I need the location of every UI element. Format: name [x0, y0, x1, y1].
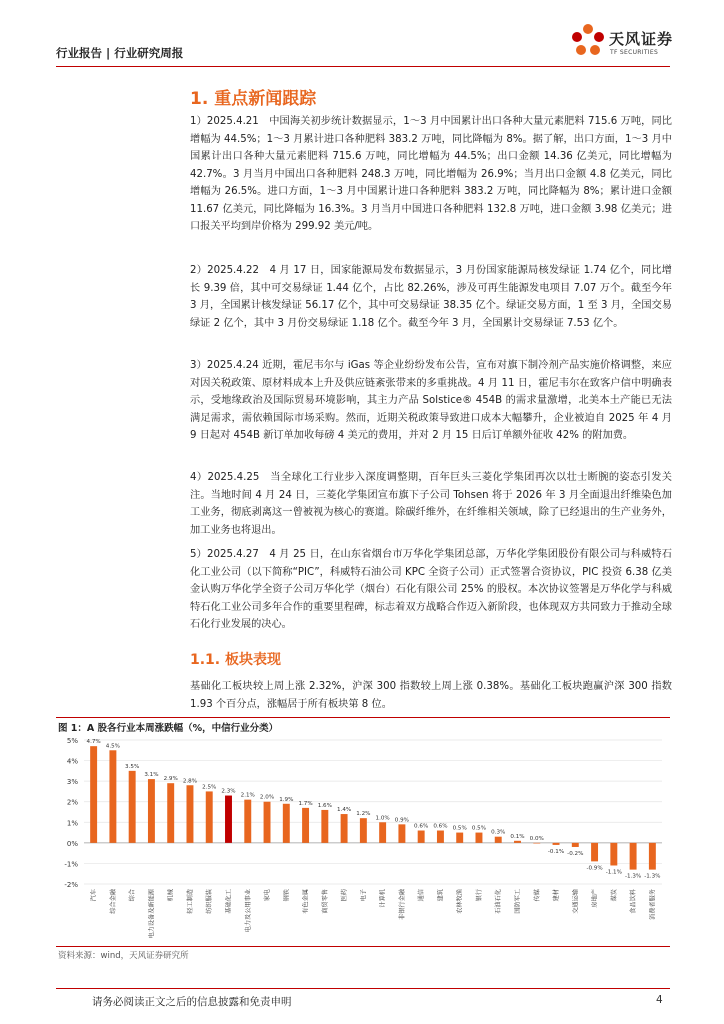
- x-tick-label: 计算机: [379, 889, 387, 908]
- y-tick-label: 5%: [66, 737, 78, 745]
- data-label: 1.2%: [356, 811, 371, 818]
- y-tick-label: 0%: [66, 839, 78, 848]
- bar-煤炭: [610, 843, 617, 866]
- data-label: 0.5%: [471, 825, 487, 832]
- x-tick-label: 石油石化: [495, 889, 503, 914]
- logo-text-cn: 天风证券: [609, 30, 674, 48]
- figure-title: 图 1：A 股各行业本周涨跌幅（%，中信行业分类）: [58, 723, 279, 734]
- bar-传媒: [533, 843, 540, 844]
- news-item: 4）2025.4.25 当全球化工行业步入深度调整期，百年巨头三菱化学集团再次以壮士断腕的姿态引发关注。当地时间 4 月 24 日，三菱化学集团宣布旗下子公司 Tohsen 将于 2026 年 3 月全面退出纤维染色加工业务，彻底剥离这一曾被视为核心的赛道。除碳纤维外，在纤维相关领域，除了已经退出的生产业务外，加工业务也将退出。: [190, 472, 672, 536]
- bar-食品饮料: [630, 843, 637, 870]
- data-label: 2.8%: [182, 778, 198, 785]
- bar-消费者服务: [649, 843, 656, 870]
- data-label: -0.9%: [586, 865, 603, 872]
- data-label: 4.7%: [86, 739, 101, 746]
- x-tick-label: 钢铁: [283, 889, 291, 902]
- data-label: 0.9%: [394, 817, 410, 824]
- footer-disclaimer: 请务必阅读正文之后的信息披露和免责申明: [92, 996, 292, 1008]
- x-tick-label: 国防军工: [514, 889, 522, 914]
- news-item: 1）2025.4.21 中国海关初步统计数据显示，1～3 月中国累计出口各种大量元素肥料 715.6 万吨，同比增幅为 44.5%；1～3 月累计进口各种肥料 383.2 万吨，同比降幅为 8%。据了解，出口方面，1～3 月中国累计出口各种大量元素肥料 715.6 万吨，同比增幅为 44.5%；出口金额 14.36 亿美元，同比增幅为 42.7%。3 月当月中国出口各种肥料 248.3 万吨，同比增幅为 26.9%；当月出口金额 4.8 亿美元，同比增幅为 26.5%。进口方面，1～3 月中国累计进口各种肥料 383.2 万吨，同比降幅为 8%；累计进口金额 11.67 亿美元，同比降幅为 16.3%。3 月当月中国进口各种肥料 132.8 万吨，进口金额 3.98 亿美元；进口报关平均到岸价格为 299.92 美元/吨。: [190, 116, 672, 232]
- x-tick-label: 传媒: [533, 889, 541, 902]
- logo-text-en: TF SECURITIES: [610, 49, 659, 56]
- bar-电力设备及新能源: [148, 779, 155, 843]
- x-tick-label: 农林牧渔: [456, 889, 464, 914]
- data-label: -1.1%: [605, 869, 622, 876]
- section-title: 1. 重点新闻跟踪: [190, 89, 317, 109]
- x-tick-label: 轻工制造: [186, 889, 194, 914]
- bar-电子: [360, 818, 367, 843]
- data-label: 1.4%: [336, 807, 352, 814]
- data-label: 1.7%: [298, 800, 313, 807]
- data-label: 0.3%: [491, 829, 506, 836]
- data-label: 0.1%: [510, 833, 525, 840]
- data-label: 2.9%: [163, 776, 178, 783]
- bar-轻工制造: [186, 785, 193, 843]
- x-tick-label: 机械: [167, 889, 175, 902]
- bar-非银行金融: [398, 824, 405, 843]
- bar-石油石化: [495, 837, 502, 843]
- data-label: 0.6%: [433, 823, 448, 830]
- bar-建筑: [437, 831, 444, 843]
- y-tick-label: 4%: [66, 757, 78, 766]
- bar-计算机: [379, 822, 386, 843]
- data-label: 0.6%: [414, 823, 429, 830]
- bar-综合: [129, 771, 136, 843]
- bar-家电: [264, 802, 271, 843]
- news-item: 2）2025.4.22 4 月 17 日，国家能源局发布数据显示，3 月份国家能源局核发绿证 1.74 亿个，同比增长 9.39 倍，其中可交易绿证 1.44 亿个，占比 82.26%，涉及可再生能源发电项目 7.07 万个。截至今年 3 月，全国累计核发绿证 56.17 亿个，其中可交易绿证 38.35 亿个。绿证交易方面，1 至 3 月，全国交易绿证 2 亿个，其中 3 月份交易绿证 1.18 亿个。截至今年 3 月，全国累计交易绿证 7.53 亿个。: [190, 265, 672, 329]
- x-tick-label: 综合: [129, 889, 137, 902]
- data-label: 2.5%: [202, 784, 217, 791]
- figure-bottom-divider: [56, 946, 670, 947]
- bar-基础化工: [225, 796, 232, 843]
- y-tick-label: -1%: [64, 860, 78, 869]
- page-number: 4: [656, 994, 663, 1006]
- y-tick-label: 2%: [66, 798, 78, 807]
- x-tick-label: 建材: [553, 889, 561, 902]
- bar-有色金属: [302, 808, 309, 843]
- x-tick-label: 商贸零售: [321, 889, 329, 914]
- y-tick-label: 1%: [66, 819, 78, 828]
- x-tick-label: 电力设备及新能源: [148, 889, 156, 939]
- data-label: 2.0%: [259, 794, 275, 801]
- company-logo: [568, 20, 678, 62]
- y-tick-label: 3%: [66, 778, 78, 787]
- x-tick-label: 医药: [341, 889, 349, 902]
- figure-top-divider: [56, 717, 670, 718]
- bar-电力及公用事业: [244, 800, 251, 843]
- bar-建材: [553, 843, 560, 845]
- data-label: 3.5%: [125, 763, 140, 770]
- x-tick-label: 综合金融: [109, 889, 117, 914]
- bar-机械: [167, 783, 174, 843]
- data-label: 2.3%: [221, 788, 236, 795]
- industry-bar-chart: [56, 730, 670, 946]
- x-tick-label: 汽车: [90, 889, 98, 902]
- x-tick-label: 纺织服装: [206, 889, 214, 914]
- bar-通信: [418, 831, 425, 843]
- data-label: 0.5%: [452, 825, 467, 832]
- data-label: 3.1%: [144, 772, 159, 779]
- x-tick-label: 房地产: [591, 889, 599, 908]
- subsection-title: 1.1. 板块表现: [190, 652, 281, 668]
- bar-汽车: [90, 746, 97, 843]
- data-label: -1.3%: [644, 873, 661, 880]
- logo-flower-icon: [568, 20, 608, 60]
- x-tick-label: 电力及公用事业: [244, 889, 252, 933]
- x-tick-label: 基础化工: [225, 889, 233, 914]
- report-category: 行业报告 | 行业研究周报: [56, 46, 184, 60]
- footer-divider: [56, 988, 670, 989]
- data-label: 4.5%: [105, 743, 121, 750]
- data-label: -1.3%: [624, 873, 642, 880]
- bar-医药: [341, 814, 348, 843]
- data-label: 1.0%: [375, 815, 390, 822]
- data-label: 1.6%: [317, 802, 332, 809]
- bar-国防军工: [514, 841, 521, 843]
- bar-房地产: [591, 843, 598, 862]
- bar-综合金融: [109, 750, 116, 843]
- bar-交通运输: [572, 843, 579, 847]
- x-tick-label: 银行: [475, 889, 483, 902]
- x-tick-label: 电子: [360, 889, 368, 902]
- x-tick-label: 交通运输: [572, 889, 580, 914]
- news-item: 3）2025.4.24 近期，霍尼韦尔与 iGas 等企业纷纷发布公告，宣布对旗下制冷剂产品实施价格调整，来应对因关税政策、原材料成本上升及供应链紊张带来的多重挑战。4 月 11 日，霍尼韦尔在致客户信中明确表示，受地缘政治及国际贸易环境影响，其主力产品 Solstice® 454B 的需求量激增，北美本土产能已无法满足需求，需依赖国际市场采购。然而，近期关税政策导致进口成本大幅攀升，企业被迫自 2025 年 4 月 9 日起对 454B 新订单加收每磅 4 美元的费用，并对 2 月 15 日后订单额外征收 42% 的附加费。: [190, 360, 672, 441]
- x-tick-label: 非银行金融: [398, 889, 406, 920]
- bar-钢铁: [283, 804, 290, 843]
- subsection-text: 基础化工板块较上周上涨 2.32%，沪深 300 指数较上周上涨 0.38%。基础化工板块跑赢沪深 300 指数 1.93 个百分点，涨幅居于所有板块第 8 位。: [190, 681, 672, 710]
- x-tick-label: 建筑: [437, 889, 445, 902]
- x-tick-label: 消费者服务: [649, 889, 657, 920]
- x-tick-label: 家电: [264, 889, 272, 902]
- x-tick-label: 通信: [418, 889, 426, 902]
- news-item: 5）2025.4.27 4 月 25 日，在山东省烟台市万华化学集团总部，万华化学集团股份有限公司与科威特石化工业公司（以下简称“PIC”，科威特石油公司 KPC 全资子公司）正式签署合资协议，PIC 投资 6.38 亿美金认购万华化学全资子公司万华化学（烟台）石化有限公司 25% 的股权。本次协议签署是万华化学与科威特石化工业公司多年合作的重要里程碑，标志着双方战略合作迈入新阶段，也体现双方共同致力于推动全球石化行业发展的决心。: [190, 549, 672, 630]
- data-label: 0.0%: [529, 835, 544, 842]
- bar-农林牧渔: [456, 833, 463, 843]
- data-label: -0.2%: [567, 850, 584, 857]
- x-tick-label: 食品饮料: [630, 889, 638, 914]
- header-divider: [56, 66, 670, 67]
- data-label: 1.9%: [279, 796, 294, 803]
- data-label: -0.1%: [547, 848, 565, 855]
- x-tick-label: 有色金属: [302, 889, 310, 914]
- bar-商贸零售: [321, 810, 328, 843]
- bar-纺织服装: [206, 791, 213, 842]
- y-tick-label: -2%: [64, 881, 78, 889]
- bar-银行: [475, 833, 482, 843]
- data-label: 2.1%: [240, 792, 255, 799]
- x-tick-label: 煤炭: [610, 889, 618, 902]
- figure-source: 资料来源：wind，天风证券研究所: [58, 951, 189, 961]
